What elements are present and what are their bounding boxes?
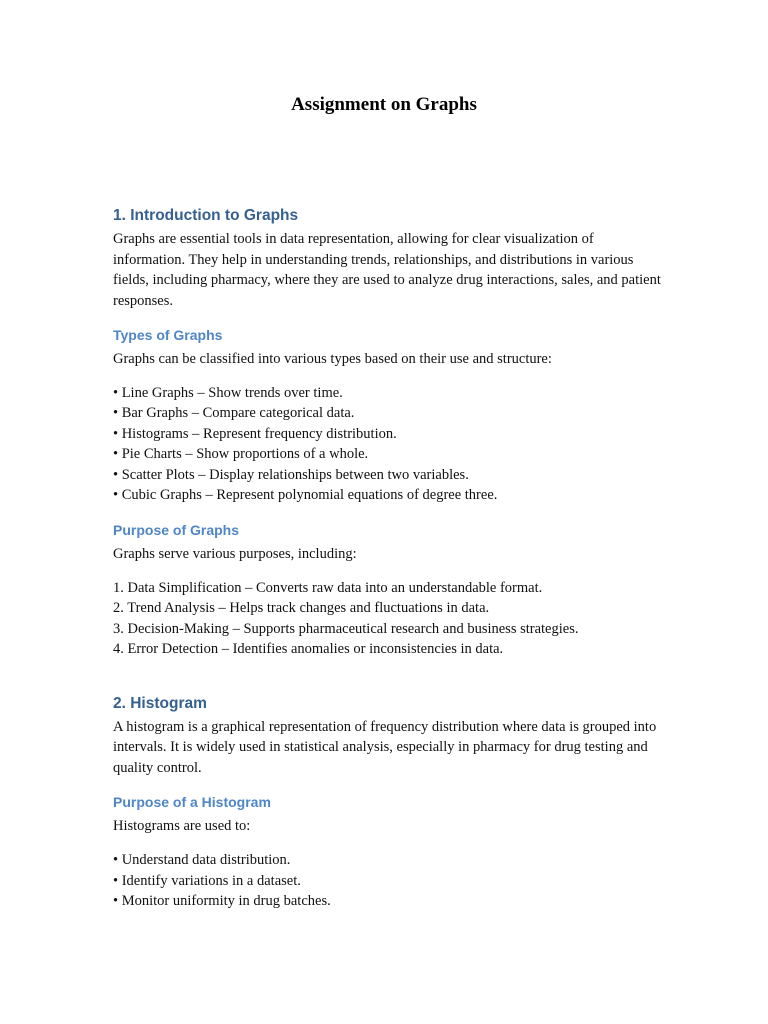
list-item: • Understand data distribution. xyxy=(113,851,291,868)
subheading-purpose-of-graphs: Purpose of Graphs xyxy=(113,522,240,539)
paragraph-purpose-of-graphs: Graphs serve various purposes, including: xyxy=(113,546,357,563)
subheading-purpose-of-histogram: Purpose of a Histogram xyxy=(113,794,271,811)
list-item: • Monitor uniformity in drug batches. xyxy=(113,893,331,910)
list-item: • Identify variations in a dataset. xyxy=(113,872,301,889)
paragraph-histogram: A histogram is a graphical representation of frequency distribution where data is grouped into intervals. It is widely used in statistical analysis, especially in pharmacy for drug testing and quality control. xyxy=(113,718,657,776)
document-body xyxy=(113,205,668,912)
section-heading-introduction: 1. Introduction to Graphs xyxy=(113,207,299,224)
list-graph-types xyxy=(113,383,668,507)
list-item: • Cubic Graphs – Represent polynomial equations of degree three. xyxy=(113,487,498,504)
paragraph-purpose-of-histogram: Histograms are used to: xyxy=(113,818,251,835)
list-item: 3. Decision-Making – Supports pharmaceutical research and business strategies. xyxy=(113,620,579,637)
document-title: Assignment on Graphs xyxy=(291,94,477,115)
paragraph-types-of-graphs: Graphs can be classified into various types based on their use and structure: xyxy=(113,351,552,367)
list-item: • Scatter Plots – Display relationships between two variables. xyxy=(113,466,469,483)
list-histogram-uses xyxy=(113,850,668,912)
list-item: 1. Data Simplification – Converts raw data into an understandable format. xyxy=(113,579,543,596)
list-item: • Pie Charts – Show proportions of a whole. xyxy=(113,446,369,463)
list-item: 2. Trend Analysis – Helps track changes and fluctuations in data. xyxy=(113,600,490,617)
paragraph-introduction: Graphs are essential tools in data representation, allowing for clear visualization of information. They help in understanding trends, relationships, and distributions in various fields, including pharmacy, where they are used to analyze drug interactions, sales, and patient responses. xyxy=(113,231,661,309)
list-item: 4. Error Detection – Identifies anomalies or inconsistencies in data. xyxy=(113,641,504,658)
list-item: • Line Graphs – Show trends over time. xyxy=(113,384,343,401)
subheading-types-of-graphs: Types of Graphs xyxy=(113,327,223,343)
section-heading-histogram: 2. Histogram xyxy=(113,694,207,712)
list-item: • Bar Graphs – Compare categorical data. xyxy=(113,405,355,422)
list-item: • Histograms – Represent frequency distribution. xyxy=(113,425,397,442)
list-graph-purposes xyxy=(113,578,668,660)
